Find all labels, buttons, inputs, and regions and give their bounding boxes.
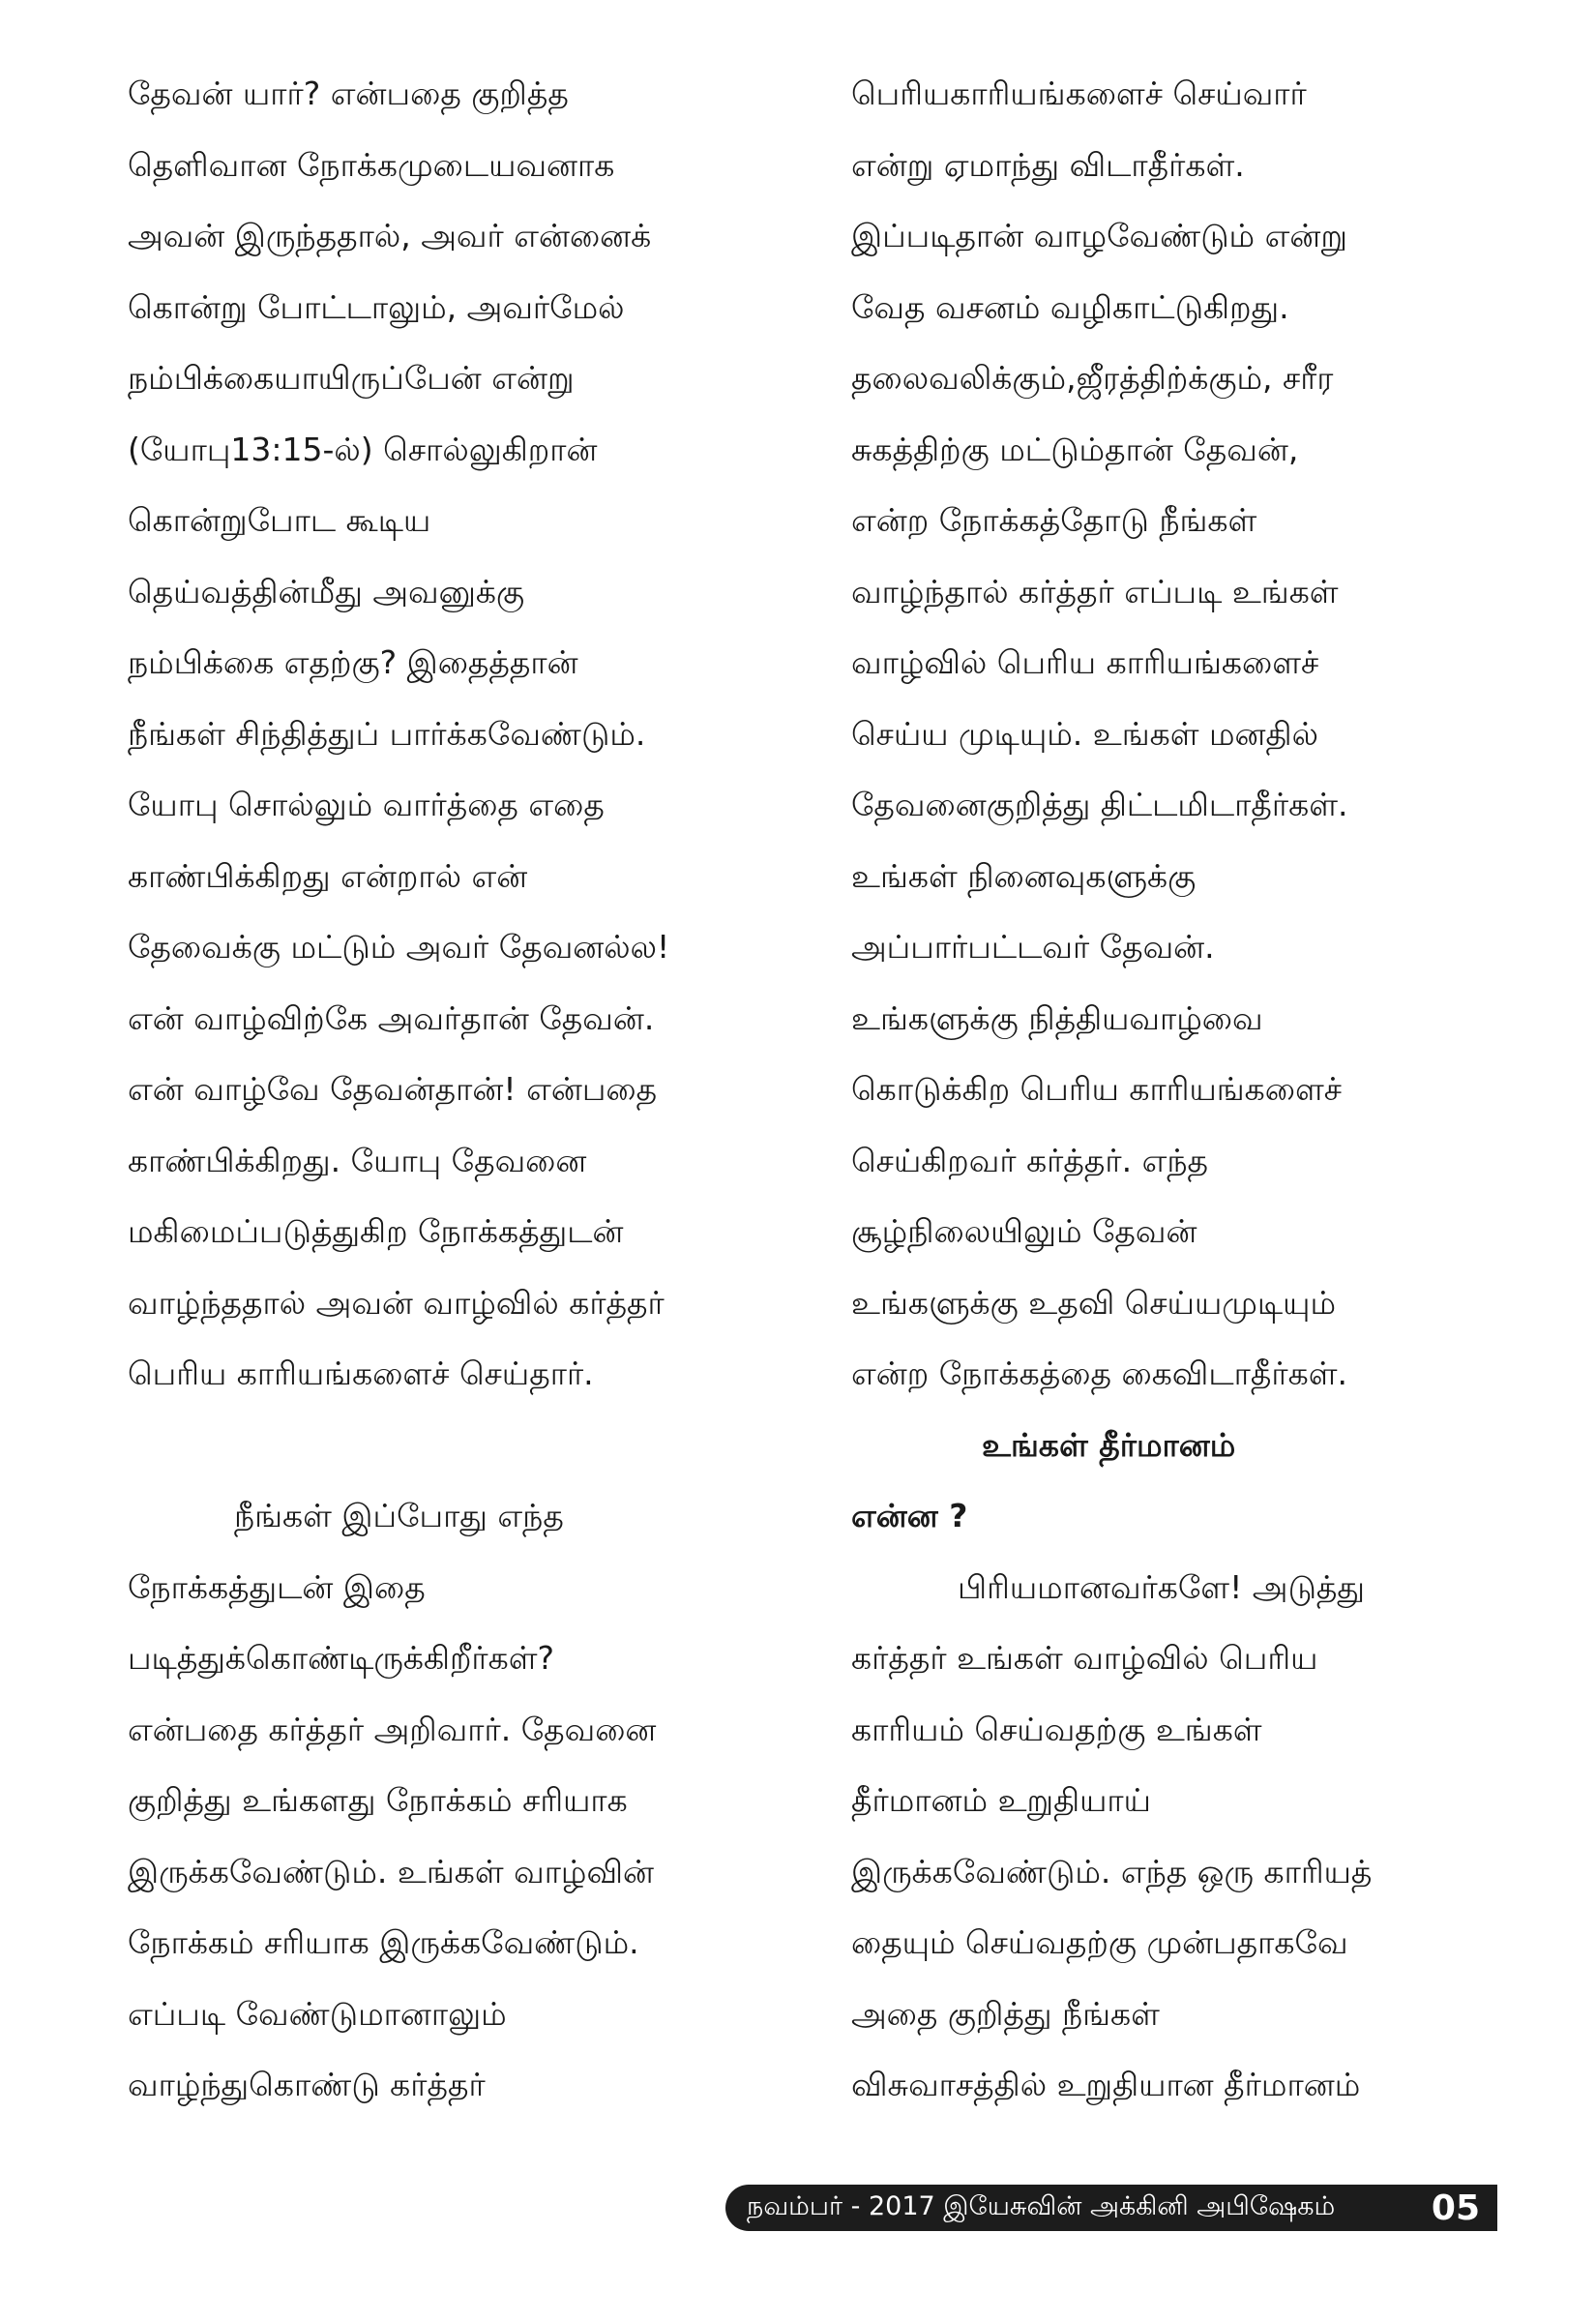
- text-line: நம்பிக்கை எதற்கு? இதைத்தான்: [128, 643, 578, 681]
- text-line: காண்பிக்கிறது என்றால் என்: [128, 856, 528, 895]
- text-line: தேவனைகுறித்து திட்டமிடாதீர்கள்.: [851, 786, 1348, 823]
- text-line: வாழ்ந்தால் கர்த்தர் எப்படி உங்கள்: [851, 572, 1339, 610]
- text-line: இருக்கவேண்டும். எந்த ஒரு காரியத்: [851, 1852, 1373, 1890]
- text-line: விசுவாசத்தில் உறுதியான தீர்மானம்: [851, 2066, 1361, 2103]
- text-line: அதை குறித்து நீங்கள்: [851, 1994, 1160, 2033]
- text-line: அவன் இருந்ததால், அவர் என்னைக்: [128, 217, 652, 254]
- text-line: என்று ஏமாந்து விடாதீர்கள்.: [851, 145, 1245, 184]
- text-line: இருக்கவேண்டும். உங்கள் வாழ்வின்: [128, 1852, 655, 1890]
- text-line: நோக்கத்துடன் இதை: [128, 1567, 426, 1606]
- text-line: தெளிவான நோக்கமுடையவனாக: [128, 145, 615, 184]
- left-paragraph-2: [128, 1480, 805, 2121]
- text-line: படித்துக்கொண்டிருக்கிறீர்கள்?: [128, 1639, 555, 1677]
- text-line: சுகத்திற்கு மட்டும்தான் தேவன்,: [851, 430, 1299, 468]
- text-line: நீங்கள் சிந்தித்துப் பார்க்கவேண்டும்.: [128, 714, 646, 753]
- text-line: சூழ்நிலையிலும் தேவன்: [851, 1212, 1197, 1250]
- text-line: செய்கிறவர் கர்த்தர். எந்த: [851, 1141, 1209, 1179]
- left-column: [128, 58, 805, 2121]
- text-line: மகிமைப்படுத்துகிற நோக்கத்துடன்: [128, 1212, 624, 1250]
- text-line: தெய்வத்தின்மீது அவனுக்கு: [128, 572, 525, 610]
- right-column: [851, 58, 1528, 2121]
- text-line: கர்த்தர் உங்கள் வாழ்வில் பெரிய: [851, 1639, 1318, 1677]
- section-heading: உங்கள் தீர்மானம்: [982, 1425, 1236, 1464]
- text-line: பிரியமானவர்களே! அடுத்து: [958, 1567, 1366, 1606]
- text-line: தலைவலிக்கும்,ஜீரத்திற்க்கும், சரீர: [851, 359, 1334, 397]
- section-heading-continued: என்ன ?: [851, 1497, 968, 1534]
- text-line: தேவைக்கு மட்டும் அவர் தேவனல்ல!: [128, 928, 670, 966]
- text-line: நம்பிக்கையாயிருப்பேன் என்று: [128, 359, 575, 397]
- text-line: குறித்து உங்களது நோக்கம் சரியாக: [128, 1781, 628, 1819]
- footer-magazine-title: நவம்பர் - 2017 இயேசுவின் அக்கினி அபிஷேகம்: [747, 2190, 1336, 2221]
- left-paragraph-1: [128, 58, 805, 1410]
- text-line: வேத வசனம் வழிகாட்டுகிறது.: [851, 287, 1289, 326]
- text-line: காரியம் செய்வதற்கு உங்கள்: [851, 1710, 1262, 1748]
- text-line: வாழ்வில் பெரிய காரியங்களைச்: [851, 643, 1319, 681]
- right-paragraph-2: [851, 1552, 1528, 2121]
- text-line: தையும் செய்வதற்கு முன்பதாகவே: [851, 1923, 1348, 1961]
- text-line: பெரிய காரியங்களைச் செய்தார்.: [128, 1354, 594, 1392]
- text-line: நீங்கள் இப்போது எந்த: [234, 1497, 564, 1534]
- text-line: கொன்று போட்டாலும், அவர்மேல்: [128, 287, 625, 326]
- text-line: என்பதை கர்த்தர் அறிவார். தேவனை: [128, 1710, 657, 1748]
- text-line: எப்படி வேண்டுமானாலும்: [128, 1994, 507, 2033]
- text-line: வாழ்ந்ததால் அவன் வாழ்வில் கர்த்தர்: [128, 1283, 665, 1322]
- text-line: உங்களுக்கு உதவி செய்யமுடியும்: [851, 1283, 1337, 1322]
- text-line: பெரியகாரியங்களைச் செய்வார்: [851, 74, 1307, 112]
- text-line: நோக்கம் சரியாக இருக்கவேண்டும்.: [128, 1923, 639, 1961]
- text-line: கொடுக்கிற பெரிய காரியங்களைச்: [851, 1070, 1343, 1108]
- text-line: உங்களுக்கு நித்தியவாழ்வை: [851, 998, 1263, 1037]
- text-line: என் வாழ்விற்கே அவர்தான் தேவன்.: [128, 998, 655, 1037]
- text-line: அப்பார்பட்டவர் தேவன்.: [851, 928, 1215, 966]
- text-line: என் வாழ்வே தேவன்தான்! என்பதை: [128, 1070, 658, 1108]
- text-line: காண்பிக்கிறது. யோபு தேவனை: [128, 1141, 587, 1179]
- text-line: செய்ய முடியும். உங்கள் மனதில்: [851, 714, 1318, 753]
- text-line: தீர்மானம் உறுதியாய்: [851, 1781, 1151, 1819]
- paragraph-gap: [128, 1410, 805, 1481]
- text-line: என்ற நோக்கத்தோடு நீங்கள்: [851, 501, 1257, 539]
- text-line: கொன்றுபோட கூடிய: [128, 501, 431, 539]
- text-line: வாழ்ந்துகொண்டு கர்த்தர்: [128, 2066, 486, 2103]
- text-line: இப்படிதான் வாழவேண்டும் என்று: [851, 217, 1347, 254]
- page-footer: [725, 2185, 1497, 2231]
- text-line: யோபு சொல்லும் வார்த்தை எதை: [128, 786, 605, 823]
- text-line: என்ற நோக்கத்தை கைவிடாதீர்கள்.: [851, 1354, 1347, 1392]
- text-line: உங்கள் நினைவுகளுக்கு: [851, 856, 1197, 895]
- text-line: தேவன் யார்? என்பதை குறித்த: [128, 74, 569, 112]
- right-paragraph-1: [851, 58, 1528, 1410]
- text-line: (யோபு13:15-ல்) சொல்லுகிறான்: [128, 430, 598, 468]
- page-number: 05: [1431, 2188, 1480, 2228]
